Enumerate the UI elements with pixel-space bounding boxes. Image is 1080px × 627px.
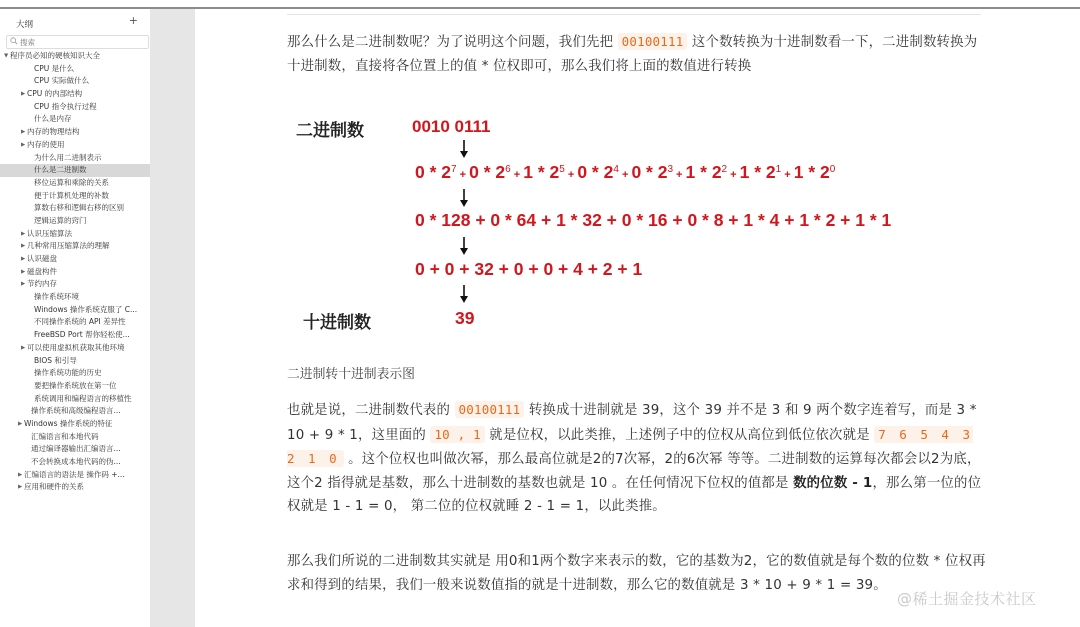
power-term: $0 * 2^7$ xyxy=(415,162,457,182)
para2-text-4: 。这个位权也叫做次幂，那么最高位就是2的7次幂，2的6次幂 等等。二进制数的运算每次都会以2为底，这个2 指得就是基数，那么十进制数的基数也就是 10 。在任何情况下位权的值都是 xyxy=(287,452,981,491)
outline-item[interactable] xyxy=(0,469,150,482)
outline-item-label: 几种常用压缩算法的理解 xyxy=(27,241,110,251)
outline-item-label: 可以使用虚拟机获取其他环境 xyxy=(27,342,125,352)
outline-item-label: 便于计算机处理的补数 xyxy=(34,190,109,200)
outline-item-label: CPU 实际做什么 xyxy=(34,76,90,86)
inline-code-binary: 00100111 xyxy=(455,401,525,418)
sidebar-gutter xyxy=(150,9,195,627)
outline-item[interactable] xyxy=(0,50,150,63)
outline-item[interactable] xyxy=(0,152,150,165)
power-term: $1 * 2^1$ xyxy=(739,162,782,182)
outline-tree xyxy=(0,50,150,494)
outline-item[interactable] xyxy=(0,355,150,368)
outline-item-label: 不同操作系统的 API 差异性 xyxy=(34,317,126,327)
outline-item-label: 操作系统功能的历史 xyxy=(34,368,102,378)
outline-item-label: 节约内存 xyxy=(27,279,57,289)
disclosure-collapsed-icon[interactable]: ▶ xyxy=(21,256,26,262)
outline-item[interactable] xyxy=(0,240,150,253)
power-term: $1 * 2^0$ xyxy=(793,162,836,182)
outline-search[interactable] xyxy=(6,35,149,49)
watermark: @稀土掘金技术社区 xyxy=(897,590,1037,608)
outline-item[interactable] xyxy=(0,291,150,304)
outline-item[interactable] xyxy=(0,304,150,317)
disclosure-collapsed-icon[interactable]: ▶ xyxy=(18,471,23,478)
disclosure-collapsed-icon[interactable]: ▶ xyxy=(21,268,26,275)
arrow-down-icon xyxy=(459,237,469,255)
outline-item-label: Windows 操作系统克服了 C... xyxy=(34,304,138,314)
disclosure-collapsed-icon[interactable]: ▶ xyxy=(21,230,26,237)
outline-item-label: 内存的使用 xyxy=(27,139,65,149)
outline-item-label: 移位运算和乘除的关系 xyxy=(34,177,109,187)
outline-item[interactable] xyxy=(0,316,150,329)
outline-sidebar xyxy=(0,9,150,627)
outline-item[interactable] xyxy=(0,393,150,406)
binary-conversion-diagram xyxy=(195,9,1080,359)
arrow-down-icon xyxy=(459,140,469,158)
outline-item[interactable] xyxy=(0,329,150,342)
outline-item-label: FreeBSD Port 帮你轻松使... xyxy=(34,330,130,340)
outline-item[interactable] xyxy=(0,228,150,241)
outline-item-label: 通过编译器输出汇编语言... xyxy=(31,444,121,454)
outline-item[interactable] xyxy=(0,88,150,101)
search-icon xyxy=(10,37,18,45)
outline-item-label: 什么是二进制数 xyxy=(34,165,87,175)
intro-text-2: 这个数转换为十进制数看一下，二进制数转换为十进制数，直接将各位置上的值 * 位权即可，那么我们将上面的数值进行转换 xyxy=(287,35,978,74)
bold-formula: 数的位数 - 1 xyxy=(793,475,873,491)
binary-value: 0010 0111 xyxy=(412,117,491,136)
document-content xyxy=(195,9,1080,627)
para2-text-1: 也就是说，二进制数代表的 xyxy=(287,403,455,418)
disclosure-collapsed-icon[interactable]: ▶ xyxy=(21,243,26,250)
outline-item-label: 算数右移和逻辑右移的区别 xyxy=(34,203,124,213)
outline-item-label: BIOS 和引导 xyxy=(34,355,77,365)
outline-item-label: 操作系统环境 xyxy=(34,292,79,302)
outline-item[interactable] xyxy=(0,63,150,76)
outline-item[interactable] xyxy=(0,164,150,177)
outline-item[interactable] xyxy=(0,456,150,469)
outline-item[interactable] xyxy=(0,380,150,393)
disclosure-collapsed-icon[interactable]: ▶ xyxy=(21,281,26,288)
outline-item-label: 程序员必知的硬核知识大全 xyxy=(10,51,100,60)
outline-item-label: 操作系统和高级编程语言... xyxy=(31,406,121,416)
power-term: $0 * 2^3$ xyxy=(631,162,673,182)
outline-item[interactable] xyxy=(0,101,150,114)
binary-label: 二进制数 xyxy=(296,121,364,141)
disclosure-collapsed-icon[interactable]: ▶ xyxy=(18,420,23,427)
outline-item[interactable] xyxy=(0,481,150,494)
outline-item-label: CPU 的内部结构 xyxy=(27,89,83,99)
power-term: $0 * 2^4$ xyxy=(577,162,619,182)
outline-item-label: 要把操作系统放在第一位 xyxy=(34,380,117,390)
outline-item-label: 认识磁盘 xyxy=(27,254,57,263)
outline-item[interactable] xyxy=(0,113,150,126)
power-term: $1 * 2^2$ xyxy=(685,162,728,182)
outline-item[interactable] xyxy=(0,431,150,444)
outline-header xyxy=(0,9,150,35)
inline-code-powers: 7 6 5 4 3 2 1 0 xyxy=(287,426,973,466)
outline-item-label: 什么是内存 xyxy=(34,114,72,124)
outline-item-label: CPU 指令执行过程 xyxy=(34,101,97,111)
disclosure-collapsed-icon[interactable]: ▶ xyxy=(21,344,26,351)
disclosure-collapsed-icon[interactable]: ▶ xyxy=(18,484,23,491)
para2-text-3: 就是位权，以此类推，上述例子中的位权从高位到低位依次就是 xyxy=(484,427,875,443)
decimal-value: 39 xyxy=(455,308,475,328)
search-input[interactable] xyxy=(20,36,145,48)
outline-item-label: 内存的物理结构 xyxy=(27,127,80,137)
weight-expansion: 0 * 128 + 0 * 64 + 1 * 32 + 0 * 16 + 0 * 8 + 1 * 4 + 1 * 2 + 1 * 1 xyxy=(415,210,892,230)
outline-item[interactable] xyxy=(0,75,150,88)
arrow-down-icon xyxy=(459,189,469,207)
outline-item[interactable] xyxy=(0,253,150,266)
outline-item-label: CPU 是什么 xyxy=(34,63,75,73)
outline-item[interactable] xyxy=(0,405,150,418)
outline-item-label: 系统调用和编程语言的移植性 xyxy=(34,393,132,403)
outline-item-label: Windows 操作系统的特征 xyxy=(24,418,113,428)
outline-item[interactable] xyxy=(0,367,150,380)
outline-item[interactable] xyxy=(0,126,150,139)
disclosure-collapsed-icon[interactable]: ▶ xyxy=(21,141,26,148)
sum-expansion: 0 + 0 + 32 + 0 + 0 + 4 + 2 + 1 xyxy=(415,259,643,279)
disclosure-expanded-icon[interactable]: ▼ xyxy=(4,53,9,59)
outline-item[interactable] xyxy=(0,202,150,215)
add-button[interactable]: + xyxy=(128,14,138,27)
outline-item[interactable] xyxy=(0,266,150,279)
outline-title: 大纲 xyxy=(16,20,34,30)
outline-item-label: 应用和硬件的关系 xyxy=(24,482,84,492)
inline-code-weights: 10 , 1 xyxy=(430,426,484,443)
outline-item[interactable] xyxy=(0,418,150,431)
outline-item[interactable] xyxy=(0,342,150,355)
outline-item-label: 不会转换成本地代码的伪... xyxy=(31,457,121,466)
outline-item-label: 为什么用二进制表示 xyxy=(34,152,102,162)
explanation-paragraph xyxy=(287,398,987,519)
intro-text-1: 那么什么是二进制数呢？为了说明这个问题，我们先把 xyxy=(287,35,618,50)
decimal-label: 十进制数 xyxy=(303,313,371,333)
power-term: $0 * 2^6$ xyxy=(469,162,511,182)
disclosure-collapsed-icon[interactable]: ▶ xyxy=(21,129,26,136)
disclosure-collapsed-icon[interactable]: ▶ xyxy=(21,91,26,98)
inline-code-binary: 00100111 xyxy=(618,33,688,50)
outline-item[interactable] xyxy=(0,278,150,291)
para2-text-5: ，那么第一位的位权就是 1 - 1 = 0， 第二位的位权就睡 2 - 1 = 1，以此类推。 xyxy=(287,475,982,514)
outline-item[interactable] xyxy=(0,139,150,152)
outline-item-label: 汇编语言和本地代码 xyxy=(31,431,99,441)
figure-caption: 二进制转十进制表示图 xyxy=(287,367,415,382)
outline-item-label: 汇编语言的语法是 操作码 +... xyxy=(24,469,125,479)
power-expansion: $0 * 2^7 + 0 * 2^6 + 1 * 2^5 + 0 * 2^4 + 0 * 2^3 + 1 * 2^2 + 1 * 2^1 + 1 * 2^0$ xyxy=(415,162,836,182)
outline-item[interactable] xyxy=(0,177,150,190)
para2-text-2: 转换成十进制就是 39，这个 39 并不是 3 和 9 两个数字连着写，而是 3 * 10 + 9 * 1，这里面的 xyxy=(287,403,977,443)
outline-item-label: 逻辑运算的窍门 xyxy=(34,215,87,225)
arrow-down-icon xyxy=(459,285,469,303)
outline-item[interactable] xyxy=(0,215,150,228)
outline-item[interactable] xyxy=(0,190,150,203)
summary-paragraph: 那么我们所说的二进制数其实就是 用0和1两个数字来表示的数，它的基数为2，它的数值就是每个数的位数 * 位权再求和得到的结果，我们一般来说数值指的就是十进制数，那么它的数值就是 3 * 10 + 9 * 1 = 39。 xyxy=(287,554,986,593)
outline-item-label: 认识压缩算法 xyxy=(27,228,72,238)
outline-item[interactable] xyxy=(0,443,150,456)
power-term: $1 * 2^5$ xyxy=(523,162,565,182)
outline-item-label: 磁盘构件 xyxy=(27,266,57,276)
